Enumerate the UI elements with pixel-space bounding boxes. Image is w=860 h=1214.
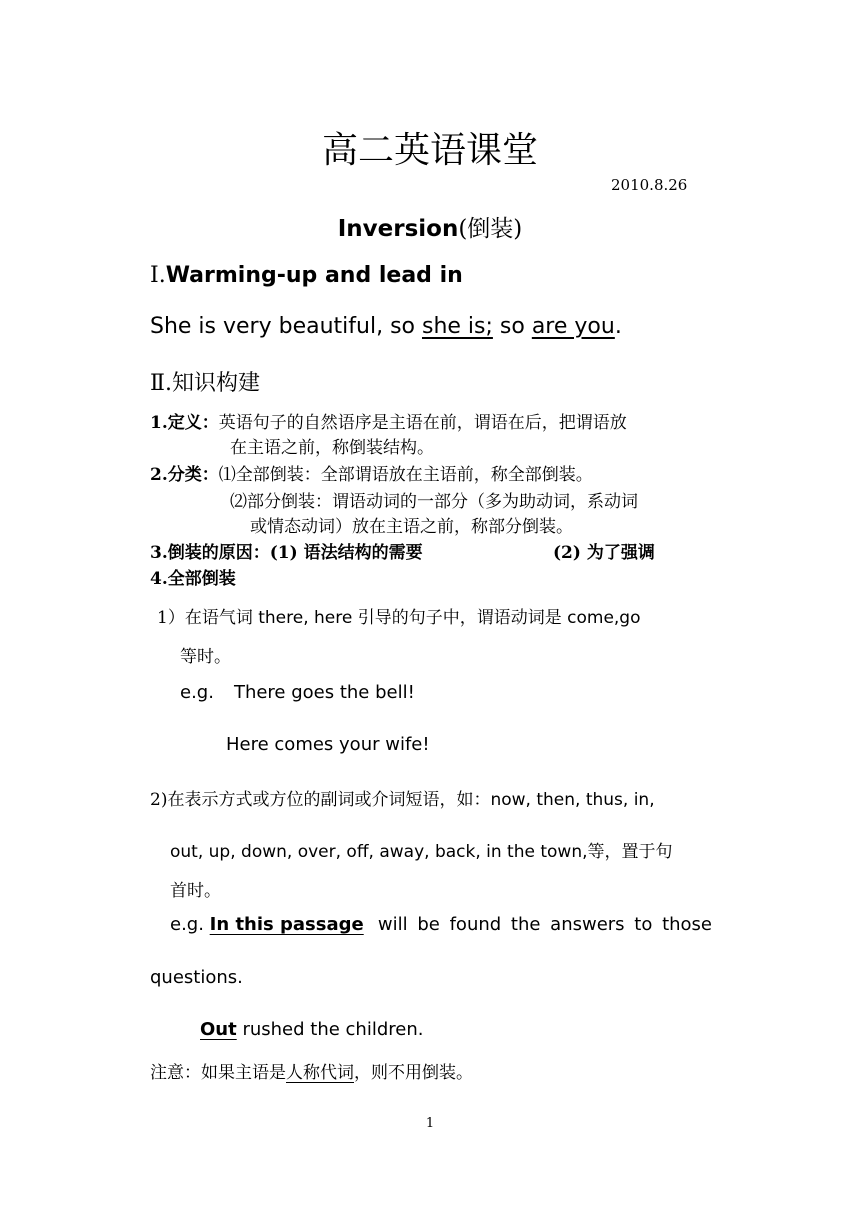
page-title: 高二英语课堂 xyxy=(321,130,538,171)
item-2-line-3: 或情态动词）放在主语之前，称部分倒装。 xyxy=(250,517,573,537)
note-text: 注意：如果主语是 xyxy=(150,1063,286,1083)
section-2-title: 知识构建 xyxy=(171,371,260,396)
rule-1-verbs: come,go xyxy=(567,608,641,628)
rule-1-words: there, here xyxy=(258,608,353,628)
rule-1 xyxy=(157,603,641,628)
item-1-continued: 在主语之前，称倒装结构。 xyxy=(230,438,434,458)
page-number: 1 xyxy=(425,1116,435,1131)
eg-emphasis: In this passage xyxy=(209,914,364,935)
rule-2-text: 等，置于句 xyxy=(587,842,673,862)
topic-en: Inversion xyxy=(337,216,459,242)
item-2-label: 2.分类： xyxy=(150,465,219,485)
rule-2-example-1 xyxy=(170,914,712,935)
section-1-numeral: Ⅰ. xyxy=(150,263,166,288)
eg-sentence: will be found the answers to those xyxy=(377,914,712,935)
rule-2-example-1-continued: questions. xyxy=(150,967,243,988)
rule-2-example-2 xyxy=(200,1019,423,1040)
item-1-label: 1.定义： xyxy=(150,413,219,433)
item-4: 4.全部倒装 xyxy=(150,569,236,589)
note-underlined: 人称代词 xyxy=(286,1063,354,1083)
rule-2-text: 2)在表示方式或方位的副词或介词短语，如： xyxy=(150,790,491,810)
eg-label: e.g. xyxy=(170,914,210,935)
item-3-label: 3.倒装的原因： xyxy=(150,543,270,563)
rule-1-example-2: Here comes your wife! xyxy=(226,734,430,755)
topic-zh: (倒装) xyxy=(458,216,523,242)
rule-1-text: 1）在语气词 xyxy=(157,608,259,628)
item-3 xyxy=(150,538,423,563)
rule-2 xyxy=(150,785,655,810)
date: 2010.8.26 xyxy=(611,176,688,194)
section-1-title: Warming-up and lead in xyxy=(165,263,463,288)
section-1-heading xyxy=(150,263,463,288)
eg-sentence: There goes the bell! xyxy=(233,682,415,703)
item-3-reason-2: (2) 为了强调 xyxy=(553,543,655,563)
section-2-heading xyxy=(150,366,260,397)
note xyxy=(150,1058,473,1083)
rule-2-line-2 xyxy=(170,837,673,862)
rule-1-text: 引导的句子中，谓语动词是 xyxy=(352,608,568,628)
item-3-reason-1: (1) 语法结构的需要 xyxy=(269,543,423,563)
eg-emphasis: Out xyxy=(200,1019,237,1040)
rule-2-words: out, up, down, over, off, away, back, in the town, xyxy=(170,842,588,862)
example-text: She is very beautiful, so xyxy=(150,314,422,339)
example-text: so xyxy=(492,314,532,339)
topic-heading xyxy=(0,210,860,243)
example-text: . xyxy=(614,314,622,339)
example-sentence xyxy=(150,314,622,339)
item-2 xyxy=(150,460,593,485)
rule-1-continued: 等时。 xyxy=(180,647,231,667)
item-1-text: 英语句子的自然语序是主语在前，谓语在后，把谓语放 xyxy=(218,413,627,433)
rule-2-line-3: 首时。 xyxy=(170,881,221,901)
example-underlined: are you xyxy=(531,314,615,339)
item-2-line-2: ⑵部分倒装：谓语动词的一部分（多为助动词，系动词 xyxy=(230,492,638,512)
item-2-text: ⑴全部倒装：全部谓语放在主语前，称全部倒装。 xyxy=(218,465,593,485)
eg-label: e.g. xyxy=(180,682,214,703)
note-text: ，则不用倒装。 xyxy=(354,1063,473,1083)
section-2-numeral: Ⅱ. xyxy=(150,371,172,396)
rule-1-example-1 xyxy=(180,682,415,703)
example-underlined: she is; xyxy=(421,314,493,339)
eg-sentence: rushed the children. xyxy=(236,1019,424,1040)
item-1 xyxy=(150,408,627,433)
rule-2-words: now, then, thus, in, xyxy=(490,790,655,810)
